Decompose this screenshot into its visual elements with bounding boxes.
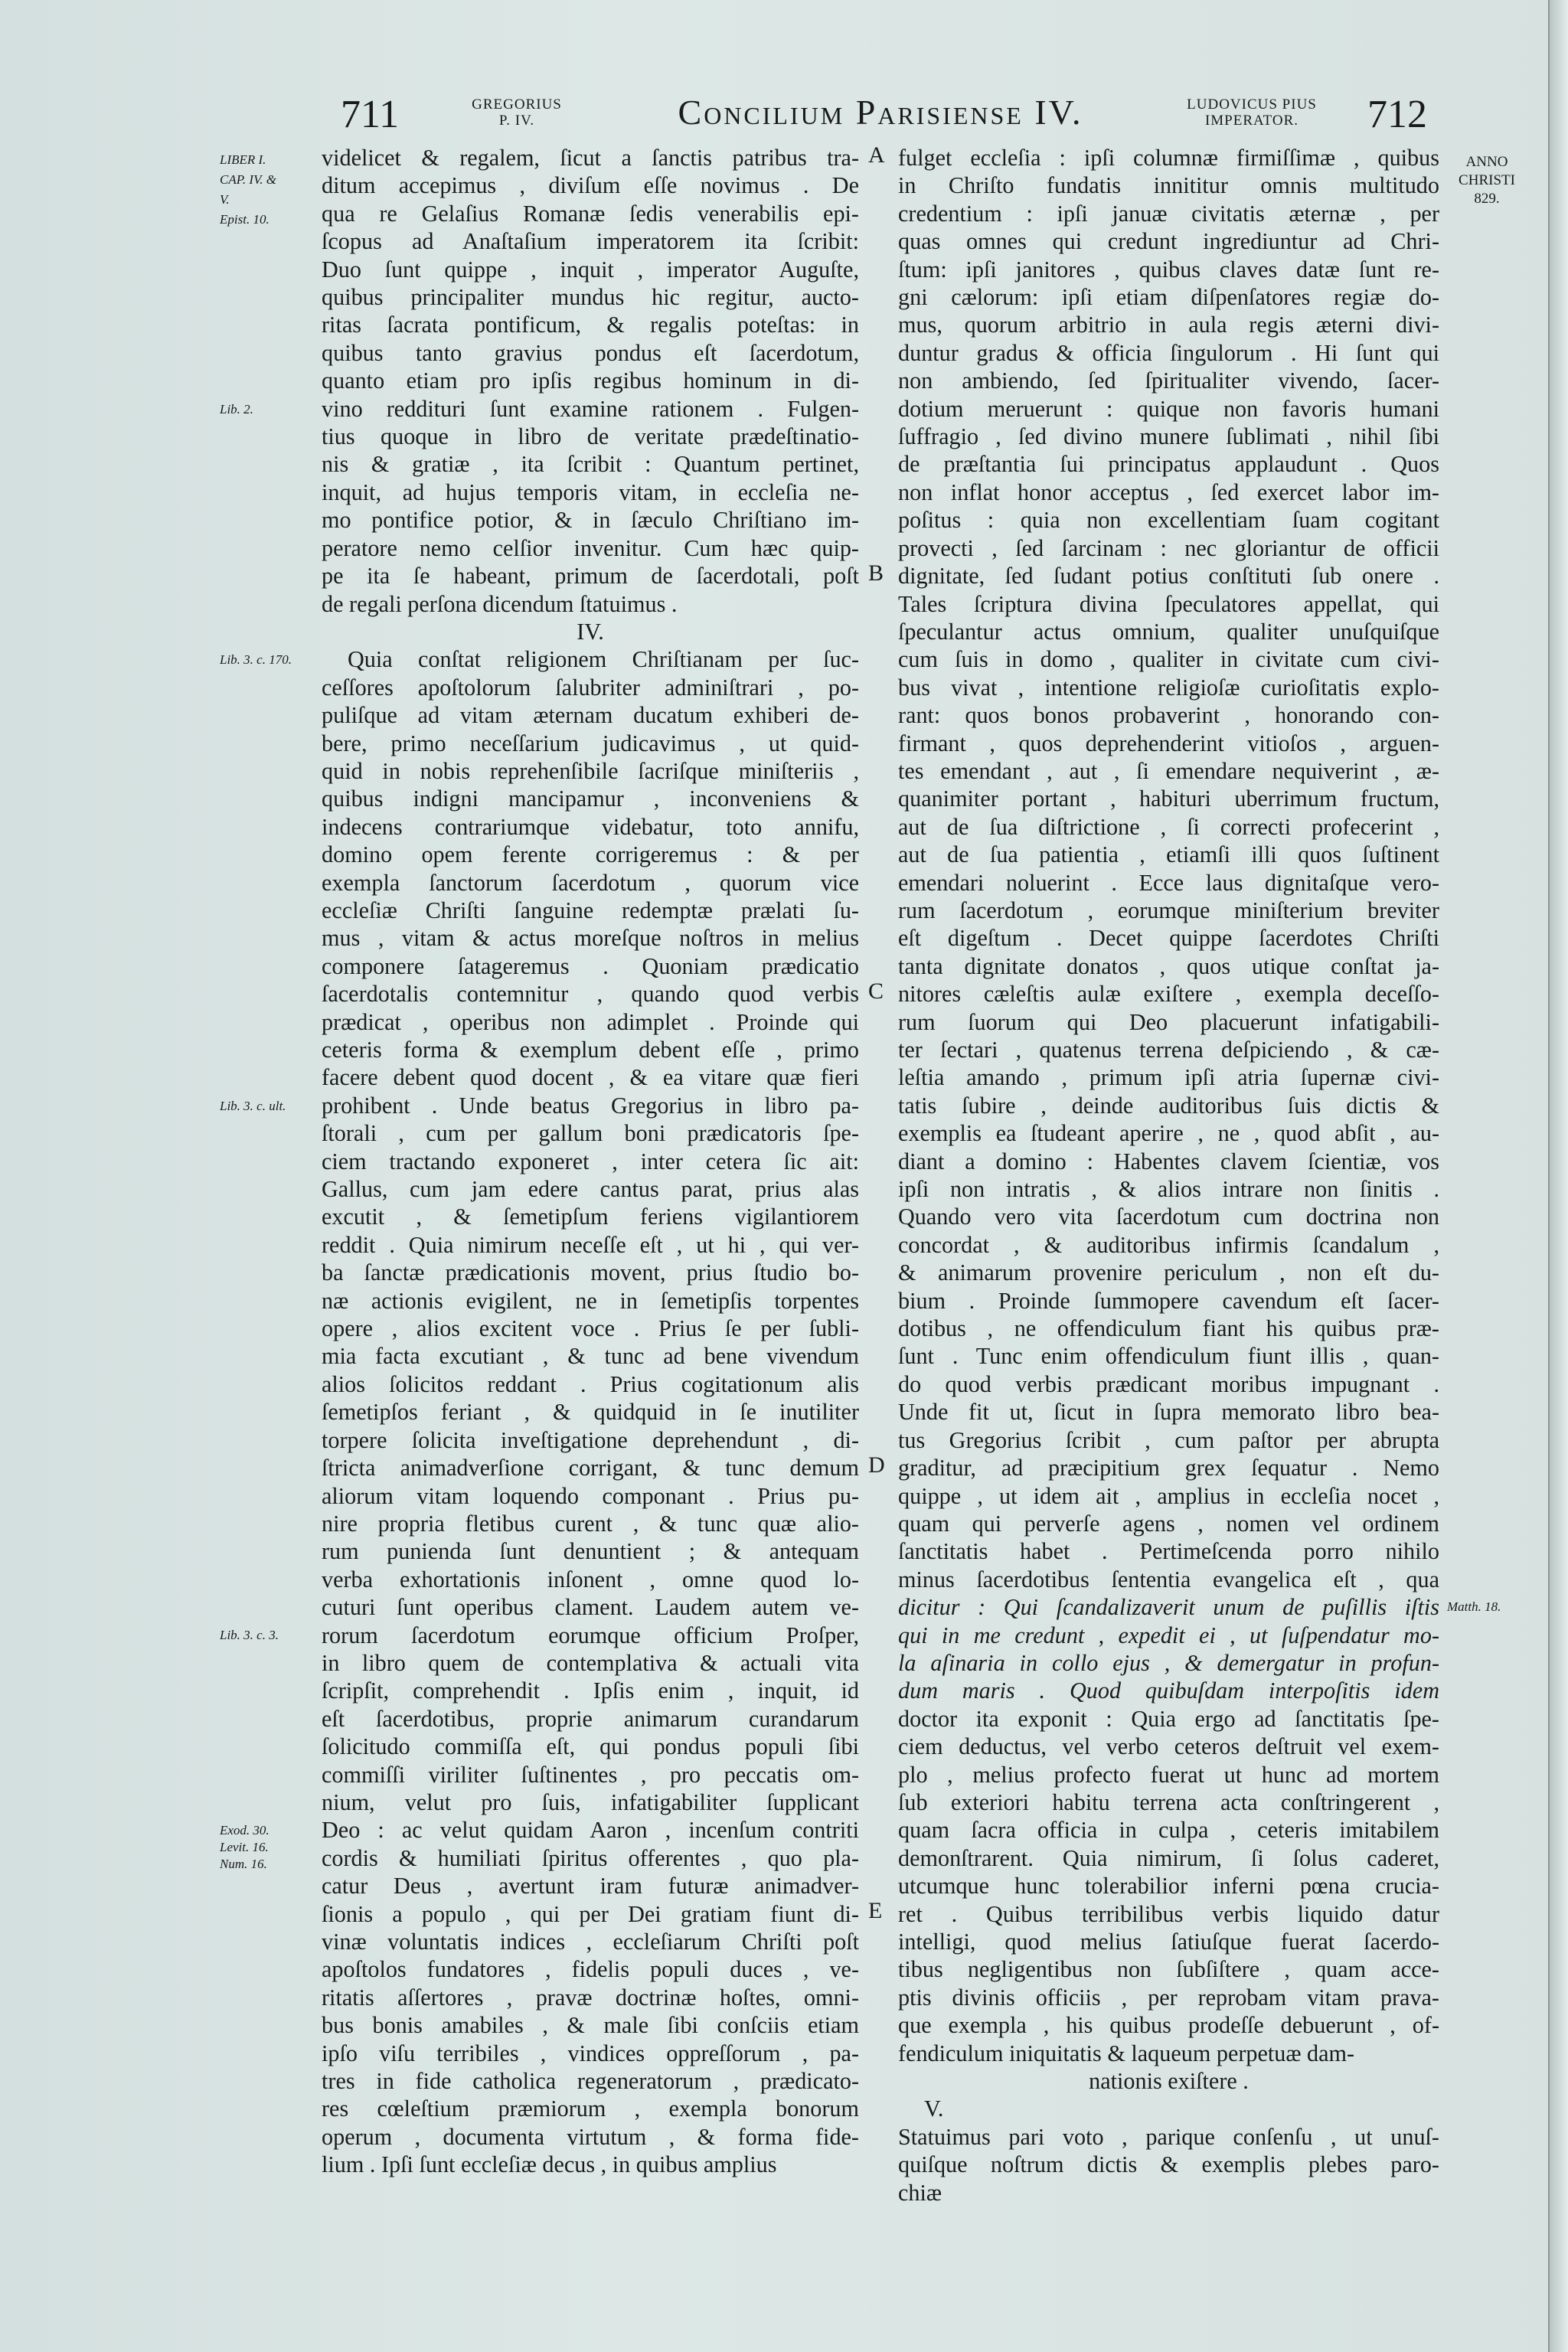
text-line: dotium meruerunt : quique non favoris humani [898, 395, 1439, 422]
section-letter: E [868, 1898, 883, 1924]
text-line: la aſinaria in collo ejus , & demergatur in profun- [898, 1649, 1439, 1676]
text-line: quam qui perverſe agens , nomen vel ordinem [898, 1510, 1439, 1537]
adjacent-page-edge [1548, 0, 1568, 2352]
text-line: tibus negligentibus non ſubſiſtere , quam acce- [898, 1956, 1439, 1983]
text-line: tres in fide catholica regeneratorum , prædicato- [322, 2068, 859, 2095]
text-line: lium . Ipſi ſunt eccleſiæ decus , in quibus amplius [322, 2151, 777, 2178]
text-line: doctor ita exponit : Quia ergo ad ſanctitatis ſpe- [898, 1705, 1439, 1732]
text-line: componere ſatageremus . Quoniam prædicatio [322, 952, 859, 979]
text-line: cum ſuis in domo , qualiter in civitate cum civi- [898, 646, 1439, 673]
text-line: tatis ſubire , deinde auditoribus ſuis dictis & [898, 1092, 1439, 1119]
text-line: nium, velut pro ſuis, infatigabiliter ſupplicant [322, 1788, 859, 1815]
text-line: domino opem ferente corrigeremus : & per [322, 841, 859, 868]
text-line: quibus principaliter mundus hic regitur, aucto- [322, 284, 859, 311]
text-line: tes emendant , aut , ſi emendare nequiverint , æ- [898, 757, 1439, 784]
page-number-left: 711 [341, 93, 400, 136]
running-head-left-line: P. IV. [498, 113, 535, 129]
text-line: ret . Quibus terribilibus verbis liquido datur [898, 1900, 1439, 1927]
anno-line: CHRISTI [1459, 172, 1515, 188]
text-line: plo , melius profecto fuerat ut hunc ad mortem [898, 1761, 1439, 1788]
text-line: dum maris . Quod quibuſdam interpoſitis idem [898, 1677, 1439, 1704]
text-line: næ actionis evigilent, ne in ſemetipſis torpentes [322, 1287, 859, 1314]
text-line: bus vivat , intentione religioſæ curioſitatis explo- [898, 674, 1439, 701]
text-line: verba exhortationis inſonent , omne quod lo- [322, 1566, 859, 1592]
margin-note [220, 1822, 270, 1873]
text-line: quas omnes qui credunt ingrediuntur ad Chri- [898, 228, 1439, 255]
text-line: quibus indigni mancipamur , inconveniens & [322, 786, 859, 812]
text-line: aliorum vitam loquendo componant . Prius pu- [322, 1482, 859, 1509]
text-line: cordis & humiliati ſpiritus offerentes , quo pla- [322, 1844, 859, 1871]
text-line: nationis exiſtere . [1089, 2068, 1249, 2095]
text-line: indecens contrariumque videbatur, toto annifu, [322, 813, 859, 840]
text-line: apoſtolos fundatores , fidelis populi duces , ve- [322, 1956, 859, 1983]
text-line: Unde fit ut, ſicut in ſupra memorato libro bea- [898, 1399, 1439, 1426]
text-line: ſtum: ipſi janitores , quibus claves datæ ſunt re- [898, 256, 1439, 283]
text-line: commiſſi viriliter ſuſtinentes , pro peccatis om- [322, 1761, 859, 1788]
text-line: Quando vero vita ſacerdotum cum doctrina non [898, 1204, 1439, 1230]
margin-note-line: V. [220, 192, 230, 207]
text-line: Gallus, cum jam edere cantus parat, prius alas [322, 1176, 859, 1203]
text-line: ptis divinis officiis , per reprobam vitam prava- [898, 1984, 1439, 2011]
text-line: reddit . Quia nimirum neceſſe eſt , ut hi , qui ver- [322, 1231, 859, 1258]
text-line: ſuffragio , ſed divino munere ſublimati , nihil ſibi [898, 423, 1439, 450]
margin-note-line: Levit. 16. [220, 1840, 269, 1854]
text-line: ſionis a populo , qui per Dei gratiam fiunt di- [322, 1900, 859, 1927]
text-line: qui in me credunt , expedit ei , ut ſuſpendatur mo- [898, 1622, 1439, 1648]
text-line: qua re Gelaſius Romanæ ſedis venerabilis epi- [322, 200, 859, 227]
section-letter: A [868, 142, 885, 168]
text-line: ſcripſit, comprehendit . Ipſis enim , inquit, id [322, 1677, 859, 1704]
text-line: eſt ſacerdotibus, proprie animarum curandarum [322, 1705, 859, 1732]
text-line: intelligi, quod melius ſatiuſque fuerat ſacerdo- [898, 1929, 1439, 1955]
text-line: alios ſolicitos reddant . Prius cogitationum alis [322, 1370, 859, 1397]
text-line: tius quoque in libro de veritate prædeſtinatio- [322, 423, 859, 450]
text-line: de regali perſona dicendum ſtatuimus . [322, 590, 678, 617]
running-head-left [456, 96, 578, 129]
text-line: mus , vitam & actus moreſque noſtros in melius [322, 925, 859, 952]
margin-note [220, 401, 253, 418]
text-line: puliſque ad vitam æternam ducatum exhiberi de- [322, 702, 859, 729]
text-line: graditur, ad præcipitium grex ſequatur . Nemo [898, 1455, 1439, 1481]
anno-line: ANNO [1465, 154, 1508, 170]
running-head-right-line: IMPERATOR. [1204, 113, 1299, 129]
text-line: cuturi ſunt operibus clament. Laudem autem ve- [322, 1594, 859, 1621]
section-letter: C [868, 978, 884, 1004]
text-line: ritas ſacrata pontificum, & regalis poteſtas: in [322, 312, 859, 338]
text-line: & animarum provenire periculum , non eſt du- [898, 1259, 1439, 1286]
margin-note-line: Lib. 3. c. 170. [220, 652, 292, 668]
text-line: ditum accepimus , diviſum eſſe novimus . De [322, 172, 859, 199]
text-line: pe ita ſe habeant, primum de ſacerdotali, poſt [322, 563, 859, 590]
margin-note [1447, 1599, 1501, 1614]
right-text-column [898, 144, 1439, 2207]
text-line: ſanctitatis habet . Pertimeſcenda porro nihilo [898, 1538, 1439, 1565]
text-line: ipſi non intratis , & alios intrare non ſinitis . [898, 1176, 1439, 1203]
text-line: V. [924, 2096, 944, 2122]
page-number-right: 712 [1367, 93, 1427, 136]
text-line: in Chriſto fundatis innititur omnis multitudo [898, 172, 1439, 199]
text-line: que exempla , his quibus prodeſſe debuerunt , of- [898, 2012, 1439, 2039]
text-line: res cœleſtium præmiorum , exempla bonorum [322, 2096, 859, 2122]
margin-note-line: Num. 16. [220, 1857, 267, 1871]
text-line: vino reddituri ſunt examine rationem . Fulgen- [322, 395, 859, 422]
anno-christi-note [1445, 153, 1529, 208]
text-line: ciem deductus, vel verbo ceteros deſtruit vel exem- [898, 1733, 1439, 1760]
text-line: provecti , ſed ſarcinam : nec gloriantur de officii [898, 534, 1439, 561]
text-line: ipſo viſu terribiles , vindices oppreſſorum , pa- [322, 2040, 859, 2066]
text-line: exemplis ea ſtudeant aperire , ne , quod abſit , au- [898, 1120, 1439, 1147]
text-line: operum , documenta virtutum , & forma fide- [322, 2123, 859, 2150]
margin-note-line: Lib. 3. c. 3. [220, 1628, 279, 1643]
text-line: concordat , & auditoribus infirmis ſcandalum , [898, 1231, 1439, 1258]
text-line: firmant , quos deprehenderint vitioſos , arguen- [898, 730, 1439, 756]
text-line: quippe , ut idem ait , amplius in eccleſia nocet , [898, 1482, 1439, 1509]
text-line: ſtorali , cum per gallum boni prædicatoris ſpe- [322, 1120, 859, 1147]
margin-note [220, 1627, 279, 1644]
text-line: bere, primo neceſſarium judicavimus , ut quid- [322, 730, 859, 756]
text-line: ceteris forma & exemplum debent eſſe , primo [322, 1037, 859, 1063]
text-line: ſtricta animadverſione corrigant, & tunc demum [322, 1455, 859, 1481]
text-line: torpere ſolicita inveſtigatione deprehendunt , di- [322, 1426, 859, 1453]
text-line: leſtia amando , primum ipſi atria ſupernæ civi- [898, 1064, 1439, 1091]
text-line: ſacerdotalis contemnitur , quando quod verbis [322, 981, 859, 1008]
margin-note-line: Matth. 18. [1447, 1599, 1501, 1614]
text-line: minus ſacerdotibus ſententia evangelica eſt , qua [898, 1566, 1439, 1592]
text-line: ter ſectari , quatenus terrena deſpiciendo , & cæ- [898, 1037, 1439, 1063]
text-line: quanto etiam pro ipſis regibus hominum in di- [322, 368, 859, 394]
text-line: facere debent quod docent , & ea vitare quæ fieri [322, 1064, 859, 1091]
text-line: dignitate, ſed ſudant potius conſtituti ſub onere . [898, 563, 1439, 590]
text-line: rum ſacerdotum , eorumque miniſterium breviter [898, 897, 1439, 923]
running-head-right [1171, 96, 1332, 129]
text-line: catur Deus , avertunt iram futuræ animadver- [322, 1873, 859, 1900]
text-line: duntur gradus & officia ſingulorum . Hi ſunt qui [898, 339, 1439, 366]
text-line: nis & gratiæ , ita ſcribit : Quantum pertinet, [322, 451, 859, 478]
anno-line: 829. [1474, 191, 1500, 207]
text-line: fulget eccleſia : ipſi columnæ firmiſſimæ , quibus [898, 145, 1439, 171]
text-line: ciem tractando exponeret , inter cetera ſic ait: [322, 1148, 859, 1174]
section-letter: D [868, 1452, 885, 1478]
text-line: quiſque noſtrum dictis & exemplis plebes paro- [898, 2151, 1439, 2178]
text-line: videlicet & regalem, ſicut a ſanctis patribus tra- [322, 145, 859, 171]
text-line: non ambiendo, ſed ſpiritualiter vivendo, ſacer- [898, 368, 1439, 394]
running-head-left-line: GREGORIUS [472, 96, 562, 113]
margin-note [220, 150, 276, 230]
text-line: bium . Proinde ſummopere cavendum eſt ſacer- [898, 1287, 1439, 1314]
section-letter: B [868, 560, 884, 586]
text-line: Quia conſtat religionem Chriſtianam per ſuc- [348, 646, 859, 673]
text-line: fendiculum iniquitatis & laqueum perpetuæ dam- [898, 2040, 1355, 2066]
text-line: mia facta excutiant , & tunc ad bene vivendum [322, 1343, 859, 1370]
text-line: dicitur : Qui ſcandalizaverit unum de puſillis iſtis [898, 1594, 1439, 1621]
text-line: Tales ſcriptura divina ſpeculatores appellat, qui [898, 590, 1439, 617]
text-line: rum ſuorum qui Deo placuerunt infatigabili- [898, 1008, 1439, 1035]
text-line: prohibent . Unde beatus Gregorius in libro pa- [322, 1092, 859, 1119]
margin-note-line: Lib. 2. [220, 401, 253, 416]
text-line: demonſtrarent. Quia nimirum, ſi ſolus caderet, [898, 1844, 1439, 1871]
text-line: inquit, ad hujus temporis vitam, in eccleſia ne- [322, 479, 859, 505]
text-line: ſcopus ad Anaſtaſium imperatorem ita ſcribit: [322, 228, 859, 255]
text-line: utcumque hunc tolerabilior inferni pœna crucia- [898, 1873, 1439, 1900]
text-line: prædicat , operibus non adimplet . Proinde qui [322, 1008, 859, 1035]
text-line: tus Gregorius ſcribit , cum paſtor per abrupta [898, 1426, 1439, 1453]
text-line: exempla ſanctorum ſacerdotum , quorum vice [322, 869, 859, 896]
text-line: ſolicitudo commiſſa eſt, qui pondus populi ſibi [322, 1733, 859, 1760]
text-line: ritatis aſſertores , pravæ doctrinæ hoſtes, omni- [322, 1984, 859, 2011]
text-line: non inflat honor acceptus , ſed exercet labor im- [898, 479, 1439, 505]
text-line: peratore nemo celſior invenitur. Cum hæc quip- [322, 534, 859, 561]
text-line: do quod verbis prædicant moribus impugnant . [898, 1370, 1439, 1397]
text-line: nire propria fletibus curent , & tunc quæ alio- [322, 1510, 859, 1537]
text-line: mo pontifice potior, & in ſæculo Chriſtiano im- [322, 507, 859, 534]
text-line: excutit , & ſemetipſum feriens vigilantiorem [322, 1204, 859, 1230]
text-line: gni cælorum: ipſi etiam diſpenſatores regiæ do- [898, 284, 1439, 311]
text-line: in libro quem de contemplativa & actuali vita [322, 1649, 859, 1676]
text-line: rum punienda ſunt denuntient ; & antequam [322, 1538, 859, 1565]
text-line: emendari noluerint . Ecce laus dignitaſque vero- [898, 869, 1439, 896]
text-line: ſub exteriori habitu terrena acta conſtringerent , [898, 1788, 1439, 1815]
text-line: ceſſores apoſtolorum ſalubriter adminiſtrari , po- [322, 674, 859, 701]
text-line: aut de ſua patientia , etiamſi illi quos ſuſtinent [898, 841, 1439, 868]
running-head-right-line: LUDOVICUS PIUS [1187, 96, 1317, 113]
text-line: quibus tanto gravius pondus eſt ſacerdotum, [322, 339, 859, 366]
text-line: quam ſacra officia in culpa , ceteris imitabilem [898, 1817, 1439, 1844]
text-line: tanta dignitate donatos , quos utique conſtat ja- [898, 952, 1439, 979]
text-line: poſitus : quia non excellentiam ſuam cogitant [898, 507, 1439, 534]
margin-note-line: LIBER I. [220, 152, 266, 167]
text-line: quanimiter portant , habituri uberrimum fructum, [898, 786, 1439, 812]
text-line: dotibus , ne offendiculum fiant his quibus præ- [898, 1315, 1439, 1342]
margin-note [220, 652, 292, 668]
text-line: chiæ [898, 2179, 942, 2206]
text-line: eccleſiæ Chriſti ſanguine redemptæ prælati ſu- [322, 897, 859, 923]
text-line: de præſtantia ſui principatus applaudunt . Quos [898, 451, 1439, 478]
text-line: IV. [577, 618, 604, 645]
text-line: rorum ſacerdotum eorumque officium Proſper, [322, 1622, 859, 1648]
margin-note-line: Exod. 30. [220, 1823, 270, 1838]
text-line: eſt digeſtum . Decet quippe ſacerdotes Chriſti [898, 925, 1439, 952]
text-line: ba ſanctæ prædicationis movent, prius ſtudio bo- [322, 1259, 859, 1286]
text-line: Statuimus pari voto , parique conſenſu , ut unuſ- [898, 2123, 1439, 2150]
page-title: Concilium Parisiense IV. [678, 93, 1083, 132]
text-line: Duo ſunt quippe , inquit , imperator Auguſte, [322, 256, 859, 283]
margin-note-line: Lib. 3. c. ult. [220, 1098, 286, 1113]
text-line: rant: quos bonos probaverint , honorando con- [898, 702, 1439, 729]
text-line: Deo : ac velut quidam Aaron , incenſum contriti [322, 1817, 859, 1844]
margin-note-line: Epist. 10. [220, 212, 270, 227]
left-text-column [322, 144, 859, 2179]
text-line: ſunt . Tunc enim offendiculum fiunt illis , quan- [898, 1343, 1439, 1370]
text-line: nitores cæleſtis aulæ exiſtere , exempla deceſſo- [898, 981, 1439, 1008]
text-line: opere , alios excitent voce . Prius ſe per ſubli- [322, 1315, 859, 1342]
margin-note [220, 1098, 286, 1115]
text-line: mus, quorum arbitrio in aula regis æterni divi- [898, 312, 1439, 338]
margin-note-line: CAP. IV. & [220, 172, 276, 187]
text-line: bus bonis amabiles , & male ſibi conſciis etiam [322, 2012, 859, 2039]
text-line: ſpeculantur actus omnium, qualiter unuſquiſque [898, 618, 1439, 645]
text-line: credentium : ipſi januæ civitatis æternæ , per [898, 200, 1439, 227]
text-line: ſemetipſos feriant , & quidquid in ſe inutiliter [322, 1399, 859, 1426]
text-line: diant a domino : Habentes clavem ſcientiæ, vos [898, 1148, 1439, 1174]
text-line: vinæ voluntatis indices , eccleſiarum Chriſti poſt [322, 1929, 859, 1955]
text-line: quid in nobis reprehenſibile ſacriſque miniſteriis , [322, 757, 859, 784]
text-line: aut de ſua diſtrictione , ſi correcti profecerint , [898, 813, 1439, 840]
